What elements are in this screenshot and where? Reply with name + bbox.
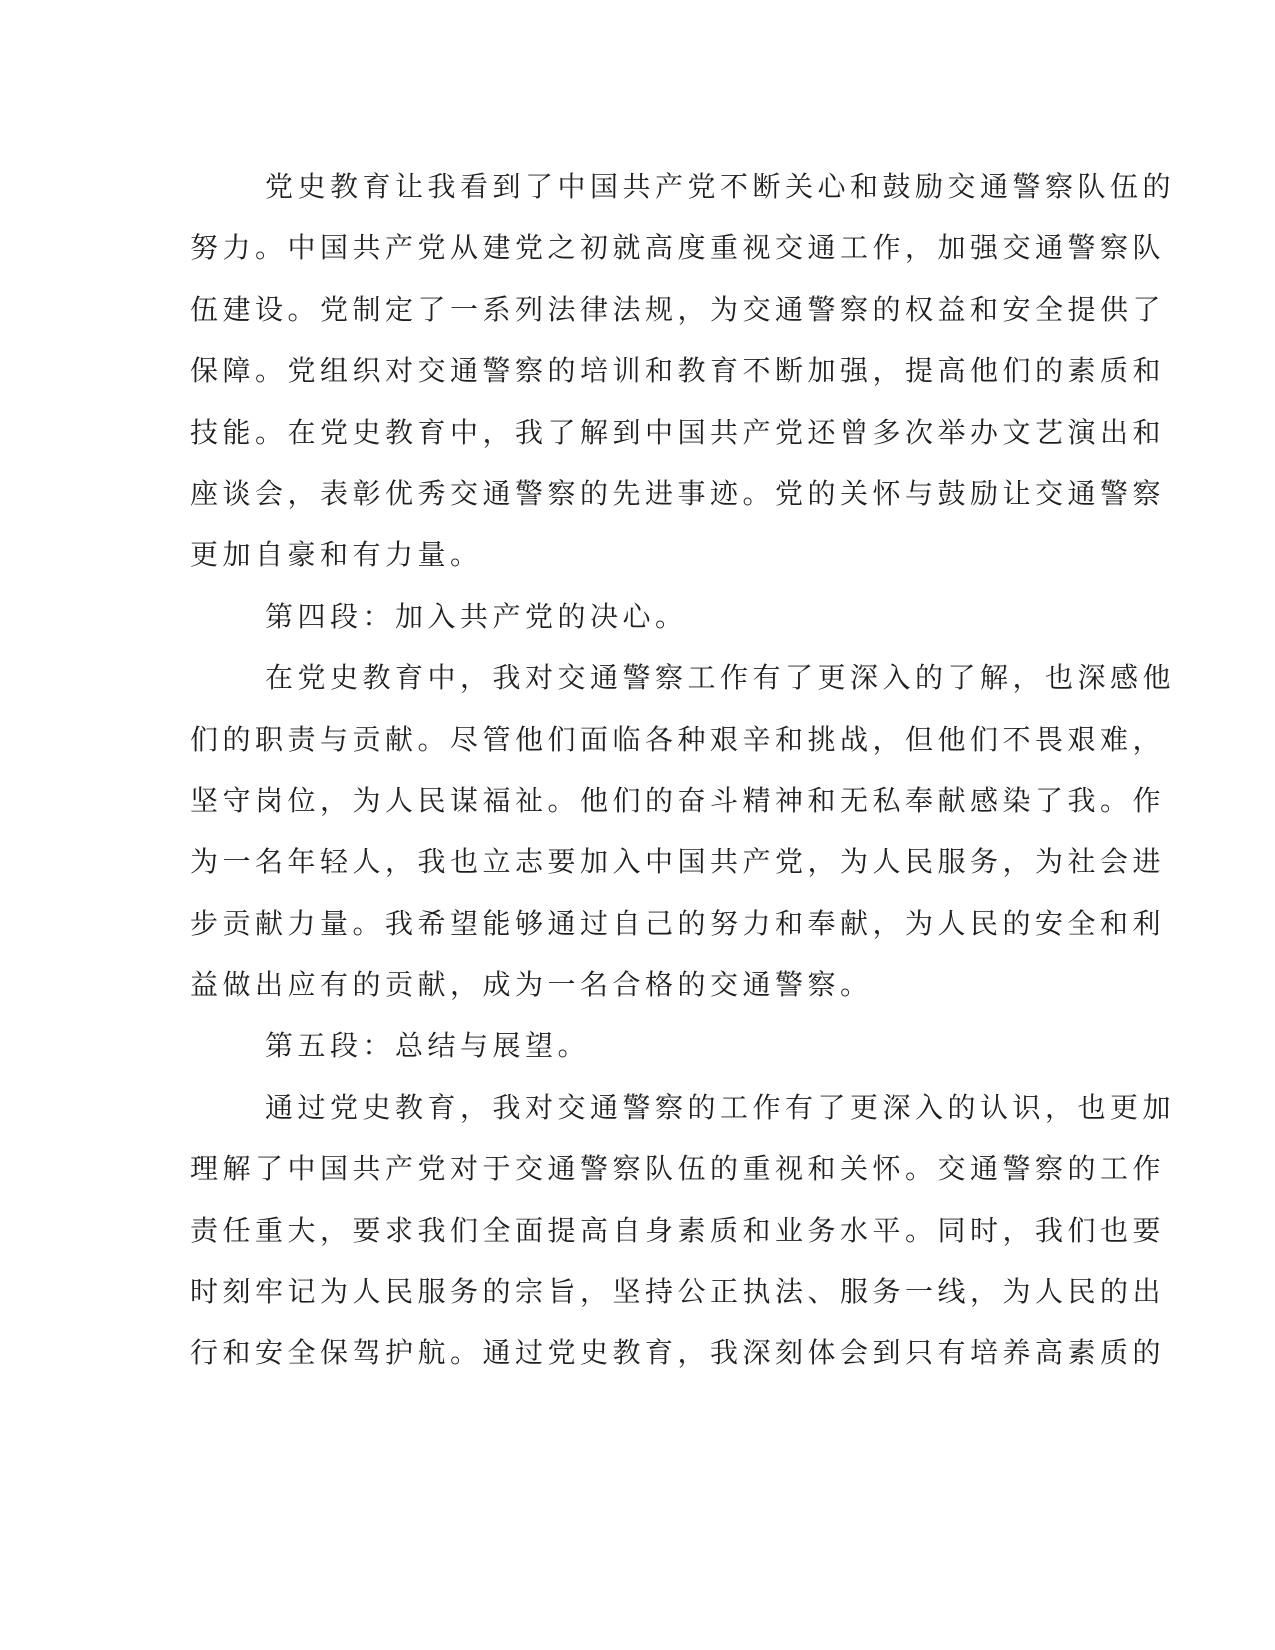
paragraph-4-line: 益做出应有的贡献，成为一名合格的交通警察。 — [190, 968, 873, 1002]
paragraph-3-line: 更加自豪和有力量。 — [190, 538, 483, 572]
paragraph-4-line: 步贡献力量。我希望能够通过自己的努力和奉献，为人民的安全和利 — [190, 906, 1166, 940]
paragraph-4-line: 为一名年轻人，我也立志要加入中国共产党，为人民服务，为社会进 — [190, 845, 1166, 879]
paragraph-4-line: 们的职责与贡献。尽管他们面临各种艰辛和挑战，但他们不畏艰难， — [190, 722, 1166, 756]
paragraph-4-line: 坚守岗位，为人民谋福祉。他们的奋斗精神和无私奉献感染了我。作 — [190, 783, 1166, 817]
paragraph-5-line: 理解了中国共产党对于交通警察队伍的重视和关怀。交通警察的工作 — [190, 1152, 1166, 1186]
section-4-heading: 第四段：加入共产党的决心。 — [265, 599, 688, 633]
document-body — [190, 156, 1176, 1384]
paragraph-5-line: 通过党史教育，我对交通警察的工作有了更深入的认识，也更加 — [265, 1090, 1176, 1124]
paragraph-3-line: 保障。党组织对交通警察的培训和教育不断加强，提高他们的素质和 — [190, 354, 1166, 388]
paragraph-3-line: 努力。中国共产党从建党之初就高度重视交通工作，加强交通警察队 — [190, 231, 1166, 265]
paragraph-5-line: 时刻牢记为人民服务的宗旨，坚持公正执法、服务一线，为人民的出 — [190, 1275, 1166, 1309]
paragraph-3-line: 技能。在党史教育中，我了解到中国共产党还曾多次举办文艺演出和 — [190, 415, 1166, 449]
paragraph-5-line: 行和安全保驾护航。通过党史教育，我深刻体会到只有培养高素质的 — [190, 1336, 1166, 1370]
paragraph-5-line: 责任重大，要求我们全面提高自身素质和业务水平。同时，我们也要 — [190, 1213, 1166, 1247]
section-5-heading: 第五段：总结与展望。 — [265, 1029, 591, 1063]
paragraph-4-line: 在党史教育中，我对交通警察工作有了更深入的了解，也深感他 — [265, 661, 1176, 695]
paragraph-3-line: 党史教育让我看到了中国共产党不断关心和鼓励交通警察队伍的 — [265, 170, 1176, 203]
paragraph-3-line: 座谈会，表彰优秀交通警察的先进事迹。党的关怀与鼓励让交通警察 — [190, 476, 1166, 510]
paragraph-3-line: 伍建设。党制定了一系列法律法规，为交通警察的权益和安全提供了 — [190, 292, 1166, 326]
